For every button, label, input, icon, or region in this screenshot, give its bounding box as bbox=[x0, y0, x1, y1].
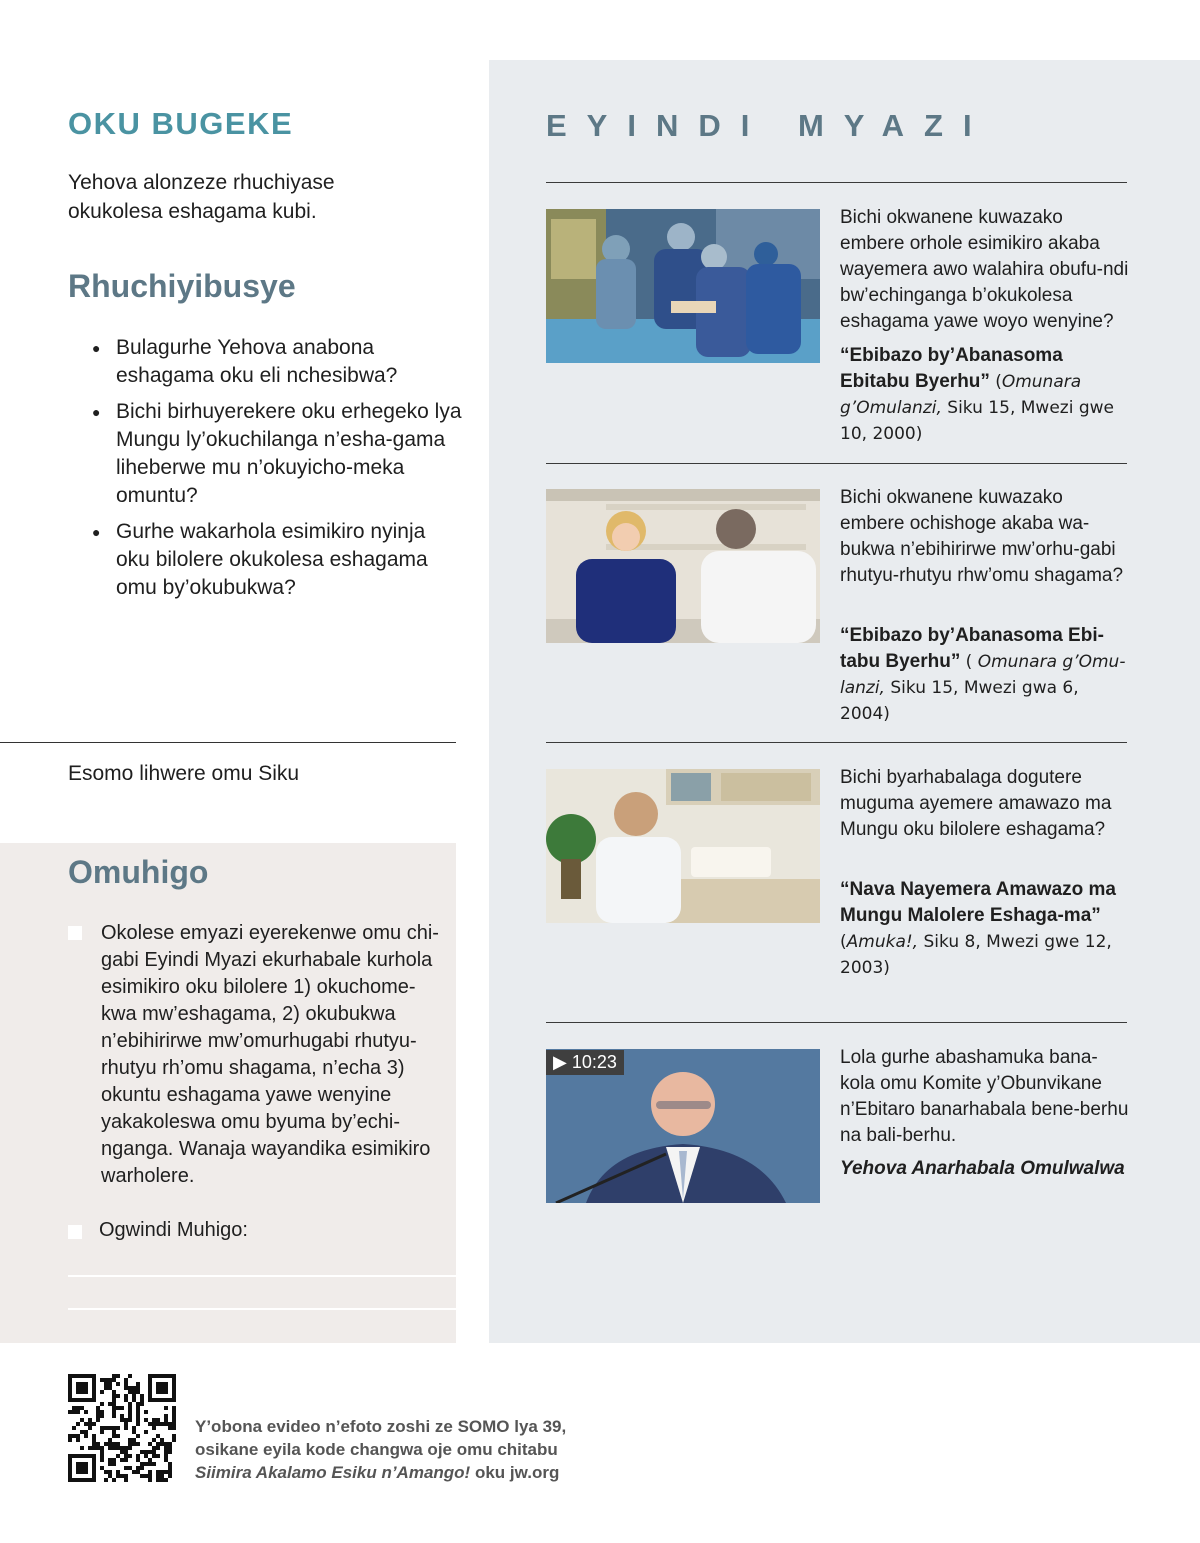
source-date: Siku 15, Mwezi gwe 10, 2000) bbox=[840, 398, 1114, 444]
video-duration-badge: ▶ 10:23 bbox=[546, 1050, 624, 1075]
other-goal-checkbox[interactable] bbox=[68, 1225, 82, 1239]
review-question: ● Gurhe wakarhola esimikiro nyinja oku bilolere okukolesa eshagama omu by’okubukwa? bbox=[92, 518, 462, 602]
explore-question: Bichi okwanene kuwazako embere ochishoge akaba wa-bukwa n’ebihirirwe mw’orhu-gabi rhutyu-rhutyu rhw’omu shagama? bbox=[840, 487, 1124, 586]
write-in-line[interactable] bbox=[68, 1275, 456, 1277]
source-publication: Amuka!, bbox=[846, 932, 919, 952]
other-goal-label: Ogwindi Muhigo: bbox=[99, 1219, 248, 1241]
footer-book-title[interactable]: Siimira Akalamo Esiku n’Amango! bbox=[195, 1463, 471, 1482]
review-question-list bbox=[92, 334, 462, 610]
divider bbox=[546, 182, 1127, 183]
review-heading: Rhuchiyibusye bbox=[68, 268, 296, 304]
write-in-line[interactable] bbox=[68, 1308, 456, 1310]
goal-heading: Omuhigo bbox=[68, 854, 209, 890]
explore-source[interactable]: “Ebibazo by’Abanasoma Ebi-tabu Byerhu” ( Omunara g’Omu-lanzi, Siku 15, Mwezi gwa 6, 2004) bbox=[840, 625, 1126, 724]
video-title-link[interactable]: Yehova Anarhabala Omulwalwa bbox=[840, 1158, 1125, 1179]
goal-text: Okolese emyazi eyerekenwe omu chi-gabi Eyindi Myazi ekurhabale kurhola esimikiro oku bilolere 1) okuchome-kwa mw’eshagama, 2) okubukwa n’ebihirirwe mw’omurhugabi rhutyu-rhutyu rh’omu shagama, n’echa 3) okuntu eshagama yawe wenyine yakakoleswa omu byuma by’echi-nganga. Wanaja wayandika esimikiro warholere. bbox=[101, 922, 439, 1187]
source-title: “Nava Nayemera Amawazo ma Mungu Malolere Eshaga-ma” bbox=[840, 879, 1116, 926]
review-question: ● Bulagurhe Yehova anabona eshagama oku eli nchesibwa? bbox=[92, 334, 462, 390]
explore-source[interactable]: “Nava Nayemera Amawazo ma Mungu Malolere Eshaga-ma” (Amuka!, Siku 8, Mwezi gwe 12, 2003) bbox=[840, 879, 1116, 978]
doctor-at-desk-photo[interactable] bbox=[546, 769, 820, 923]
source-date: Siku 8, Mwezi gwe 12, 2003) bbox=[840, 932, 1112, 978]
source-publication: Omunara g’Omulanzi, bbox=[840, 372, 1082, 418]
explore-question: Lola gurhe abashamuka bana-kola omu Komite y’Obunvikane n’Ebitaro banarhabala bene-berhu na bali-berhu. bbox=[840, 1047, 1129, 1146]
summary-heading: OKU BUGEKE bbox=[68, 106, 294, 141]
review-question: ● Bichi birhuyerekere oku erhegeko lya Mungu ly’okuchilanga n’esha-gama liheberwe mu n’okuyicho-meka omuntu? bbox=[92, 398, 462, 510]
qr-code-icon[interactable] bbox=[68, 1374, 176, 1482]
explore-question: Bichi okwanene kuwazako embere orhole esimikiro akaba wayemera awo walahira obufu-ndi bw’echinganga b’okukolesa eshagama yawe woyo wenyine? bbox=[840, 207, 1129, 332]
goal-checkbox[interactable] bbox=[68, 926, 82, 940]
footer-line-2: osikane eyila kode changwa oje omu chitabu bbox=[195, 1440, 558, 1459]
surgery-team-photo[interactable] bbox=[546, 209, 820, 363]
explore-heading: EYINDI MYAZI bbox=[546, 108, 992, 143]
source-title: “Ebibazo by’Abanasoma Ebitabu Byerhu” bbox=[840, 345, 1063, 392]
summary-text: Yehova alonzeze rhuchiyase okukolesa eshagama kubi. bbox=[68, 171, 335, 223]
lesson-completed-label: Esomo lihwere omu Siku bbox=[68, 762, 300, 785]
divider bbox=[546, 742, 1127, 743]
source-publication: Omunara g’Omu-lanzi, bbox=[840, 652, 1126, 698]
divider bbox=[0, 742, 456, 743]
explore-question: Bichi byarhabalaga dogutere muguma ayemere amawazo ma Mungu oku bilolere eshagama? bbox=[840, 767, 1112, 840]
footer-text bbox=[195, 1415, 615, 1484]
source-date: Siku 15, Mwezi gwa 6, 2004) bbox=[840, 678, 1079, 724]
footer-line-1: Y’obona evideo n’efoto zoshi ze SOMO lya 39, bbox=[195, 1417, 567, 1436]
divider bbox=[546, 463, 1127, 464]
source-title: “Ebibazo by’Abanasoma Ebi-tabu Byerhu” bbox=[840, 625, 1104, 672]
footer-line-3: oku jw.org bbox=[470, 1463, 560, 1482]
patient-and-doctor-photo[interactable] bbox=[546, 489, 820, 643]
explore-source[interactable]: “Ebibazo by’Abanasoma Ebitabu Byerhu” (Omunara g’Omulanzi, Siku 15, Mwezi gwe 10, 2000) bbox=[840, 345, 1114, 444]
divider bbox=[546, 1022, 1127, 1023]
